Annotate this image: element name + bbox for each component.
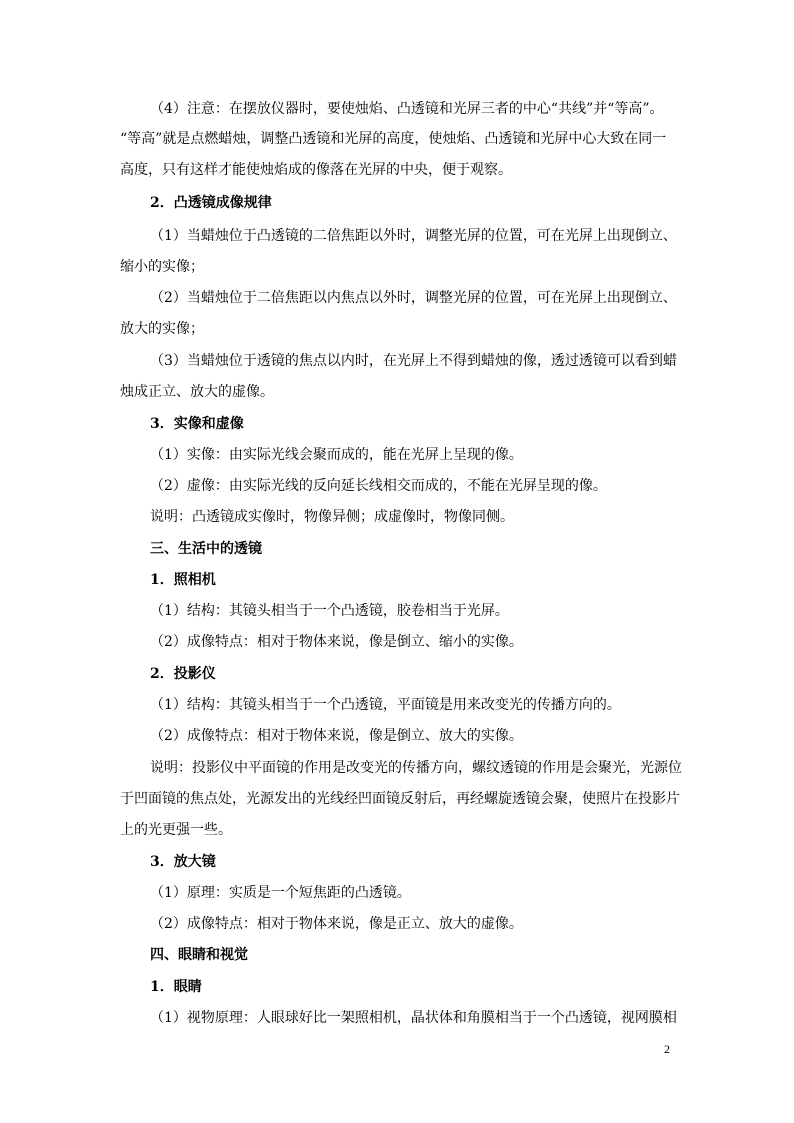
section-heading: 1．眼睛 bbox=[150, 979, 202, 995]
paragraph-line: （2）成像特点：相对于物体来说，像是正立、放大的虚像。 bbox=[150, 916, 523, 932]
page-number: 2 bbox=[664, 1042, 670, 1056]
paragraph-line: 说明：凸透镜成实像时，物像异侧；成虚像时，物像同侧。 bbox=[150, 509, 514, 525]
chapter-heading: 四、眼睛和视觉 bbox=[150, 947, 248, 963]
paragraph-line: （2）成像特点：相对于物体来说，像是倒立、放大的实像。 bbox=[150, 728, 523, 744]
paragraph-line: 说明：投影仪中平面镜的作用是改变光的传播方向，螺纹透镜的作用是会聚光，光源位 bbox=[150, 760, 682, 776]
paragraph-line: （2）成像特点：相对于物体来说，像是倒立、缩小的实像。 bbox=[150, 634, 523, 650]
paragraph-line: 烛成正立、放大的虚像。 bbox=[120, 384, 274, 400]
chapter-heading: 三、生活中的透镜 bbox=[150, 541, 262, 557]
paragraph-line: （1）结构：其镜头相当于一个凸透镜，胶卷相当于光屏。 bbox=[150, 603, 509, 619]
section-heading: 3．实像和虚像 bbox=[150, 416, 244, 432]
paragraph-line: （2）虚像：由实际光线的反向延长线相交而成的，不能在光屏呈现的像。 bbox=[150, 478, 607, 494]
paragraph-line: （4）注意：在摆放仪器时，要使烛焰、凸透镜和光屏三者的中心“共线”并“等高”。 bbox=[150, 101, 664, 117]
paragraph-line: （1）原理：实质是一个短焦距的凸透镜。 bbox=[150, 885, 411, 901]
paragraph-line: （1）当蜡烛位于凸透镜的二倍焦距以外时，调整光屏的位置，可在光屏上出现倒立、 bbox=[150, 228, 677, 244]
paragraph-line: （2）当蜡烛位于二倍焦距以内焦点以外时，调整光屏的位置，可在光屏上出现倒立、 bbox=[150, 290, 677, 306]
paragraph-line: （3）当蜡烛位于透镜的焦点以内时，在光屏上不得到蜡烛的像，透过透镜可以看到蜡 bbox=[150, 353, 677, 369]
section-heading: 3．放大镜 bbox=[150, 854, 216, 870]
paragraph-line: 高度，只有这样才能使烛焰成的像落在光屏的中央，便于观察。 bbox=[120, 162, 512, 178]
paragraph-line: 于凹面镜的焦点处，光源发出的光线经凹面镜反射后，再经螺旋透镜会聚，使照片在投影片 bbox=[120, 791, 680, 807]
section-heading: 2．投影仪 bbox=[150, 666, 216, 682]
section-heading: 1．照相机 bbox=[150, 572, 216, 588]
paragraph-line: （1）实像：由实际光线会聚而成的，能在光屏上呈现的像。 bbox=[150, 447, 523, 463]
paragraph-line: 上的光更强一些。 bbox=[120, 822, 232, 838]
paragraph-line: 放大的实像； bbox=[120, 321, 204, 337]
paragraph-line: 缩小的实像； bbox=[120, 259, 204, 275]
paragraph-line: （1）结构：其镜头相当于一个凸透镜，平面镜是用来改变光的传播方向的。 bbox=[150, 697, 621, 713]
paragraph-line: “等高”就是点燃蜡烛，调整凸透镜和光屏的高度，使烛焰、凸透镜和光屏中心大致在同一 bbox=[120, 131, 667, 147]
section-heading: 2．凸透镜成像规律 bbox=[150, 195, 272, 211]
paragraph-line: （1）视物原理：人眼球好比一架照相机，晶状体和角膜相当于一个凸透镜，视网膜相 bbox=[150, 1010, 677, 1026]
